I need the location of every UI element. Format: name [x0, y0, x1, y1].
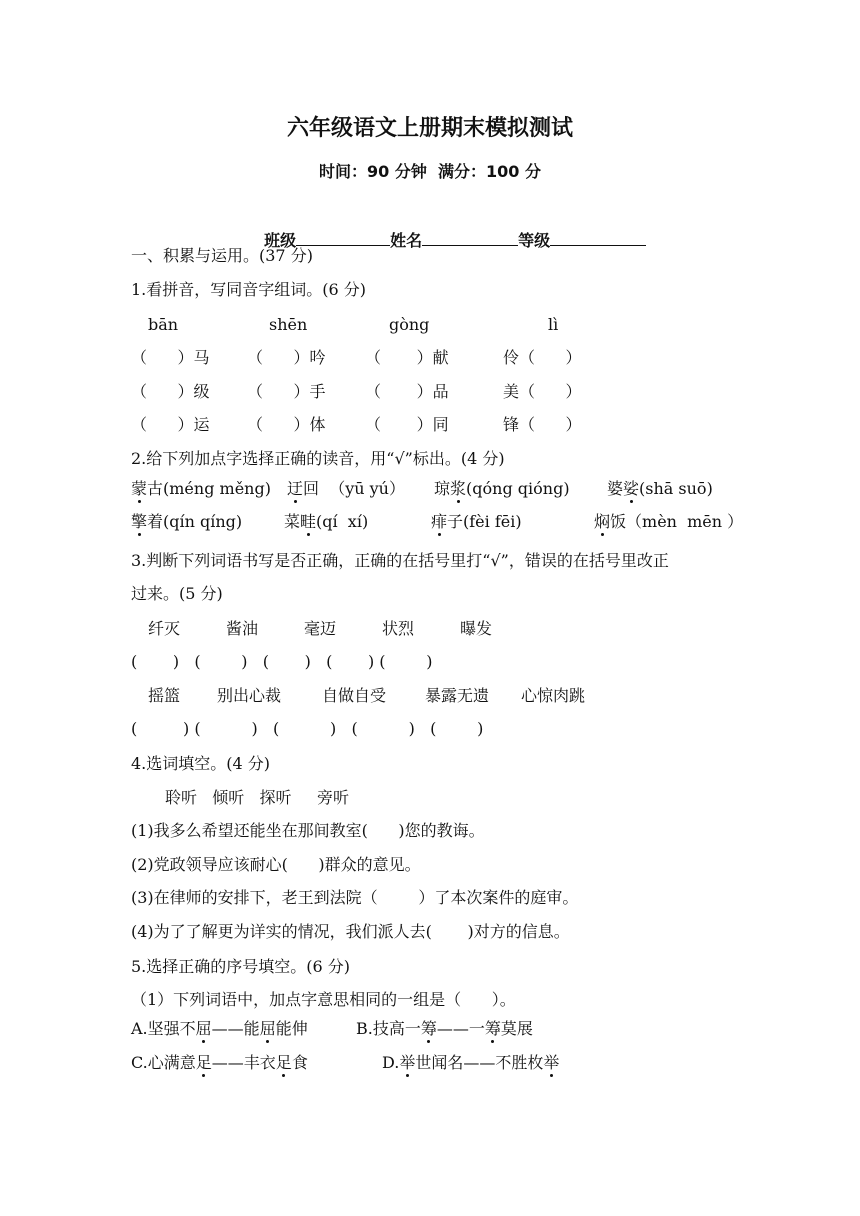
dotted-char: 举: [543, 1053, 560, 1072]
dotted-char: 足: [275, 1053, 292, 1072]
dotted-char: 娑: [623, 479, 640, 498]
q1-blank-1-3[interactable]: （ ）献: [365, 348, 449, 367]
q2-item-4[interactable]: 婆娑(shā suō): [607, 479, 713, 498]
pinyin-1: bān: [148, 315, 179, 334]
q4-title: 4.选词填空。(4 分): [131, 754, 271, 773]
q1-title: 1.看拼音，写同音字组词。(6 分): [131, 280, 367, 299]
dotted-char: 屈: [259, 1019, 276, 1038]
q1-blank-1-4[interactable]: 伶（ ）: [503, 348, 582, 367]
q2-item-7[interactable]: 痱子(fèi fēi): [431, 512, 522, 531]
q3-word: 纤灭: [148, 619, 181, 638]
grade-label: 等级: [518, 231, 551, 250]
q2-item-3[interactable]: 琼浆(qóng qióng): [434, 479, 570, 498]
q2-item-8[interactable]: 焖饭（mèn mēn ）: [594, 512, 744, 531]
q3-word: 摇篮: [148, 686, 181, 705]
q2-item-5[interactable]: 擎着(qín qíng): [131, 512, 243, 531]
q5-subquestion-1: （1）下列词语中，加点字意思相同的一组是（ ）。: [131, 990, 516, 1009]
q3-word: 心惊肉跳: [521, 686, 586, 705]
option-c[interactable]: C.心满意足——丰衣足食: [131, 1053, 308, 1072]
option-a[interactable]: A.坚强不屈——能屈能伸: [131, 1019, 308, 1038]
pinyin-3: gòng: [389, 315, 430, 334]
exam-time-and-score: 时间：90 分钟 满分：100 分: [319, 162, 541, 181]
option-d[interactable]: D.举世闻名——不胜枚举: [382, 1053, 560, 1072]
q3-word: 毫迈: [304, 619, 337, 638]
q1-blank-2-2[interactable]: （ ）手: [247, 382, 326, 401]
q3-word: 暴露无遗: [425, 686, 490, 705]
q3-word: 自做自受: [322, 686, 387, 705]
q2-title: 2.给下列加点字选择正确的读音，用“√”标出。(4 分): [131, 449, 505, 468]
page-title: 六年级语文上册期末模拟测试: [286, 116, 573, 141]
q3-word: 酱油: [226, 619, 259, 638]
dotted-char: 畦: [300, 512, 317, 531]
q2-item-6[interactable]: 菜畦(qí xí): [284, 512, 369, 531]
q2-item-1[interactable]: 蒙古(méng měng): [131, 479, 271, 498]
q1-blank-3-3[interactable]: （ ）同: [365, 415, 449, 434]
dotted-char: 举: [399, 1053, 416, 1072]
q3-word: 别出心裁: [217, 686, 282, 705]
q3-answer-brackets-1[interactable]: ( ) ( ) ( ) ( ) ( ): [131, 652, 433, 671]
dotted-char: 擎: [131, 512, 148, 531]
dotted-char: 蒙: [131, 479, 148, 498]
q1-blank-2-3[interactable]: （ ）品: [365, 382, 449, 401]
q4-sentence-1[interactable]: (1)我多么希望还能坐在那间教室( )您的教诲。: [131, 821, 485, 840]
q1-blank-2-1[interactable]: （ ）级: [131, 382, 210, 401]
q3-word: 状烈: [382, 619, 415, 638]
q5-title: 5.选择正确的序号填空。(6 分): [131, 957, 351, 976]
q1-blank-3-4[interactable]: 锋（ ）: [503, 415, 582, 434]
section-1-heading: 一、积累与运用。(37 分): [131, 246, 313, 265]
q2-item-2[interactable]: 迂回 （yū yú）: [287, 479, 405, 498]
option-b[interactable]: B.技高一筹——一筹莫展: [356, 1019, 533, 1038]
q4-sentence-4[interactable]: (4)为了了解更为详实的情况，我们派人去( )对方的信息。: [131, 922, 570, 941]
q3-title-line-1: 3.判断下列词语书写是否正确，正确的在括号里打“√”，错误的在括号里改正: [131, 551, 669, 570]
q3-answer-brackets-2[interactable]: ( ) ( ) ( ) ( ) ( ): [131, 719, 484, 738]
q3-word: 曝发: [460, 619, 493, 638]
pinyin-4: lì: [548, 315, 559, 334]
q1-blank-1-1[interactable]: （ ）马: [131, 348, 210, 367]
grade-field[interactable]: [550, 229, 646, 246]
dotted-char: 筹: [420, 1019, 437, 1038]
q3-title-line-2: 过来。(5 分): [131, 584, 223, 603]
dotted-char: 屈: [195, 1019, 212, 1038]
class-label: 班级: [264, 231, 297, 250]
name-field[interactable]: [422, 229, 518, 246]
name-label: 姓名: [390, 231, 423, 250]
q4-sentence-2[interactable]: (2)党政领导应该耐心( )群众的意见。: [131, 855, 421, 874]
pinyin-2: shēn: [269, 315, 308, 334]
dotted-char: 迂: [287, 479, 304, 498]
dotted-char: 筹: [484, 1019, 501, 1038]
q1-blank-1-2[interactable]: （ ）吟: [247, 348, 326, 367]
student-info-line: [253, 209, 646, 251]
q4-word-options: 聆听 倾听 探听 旁听: [165, 788, 349, 807]
q1-blank-3-1[interactable]: （ ）运: [131, 415, 210, 434]
q1-blank-3-2[interactable]: （ ）体: [247, 415, 326, 434]
dotted-char: 足: [195, 1053, 212, 1072]
dotted-char: 浆: [450, 479, 467, 498]
class-field[interactable]: [296, 229, 390, 246]
q4-sentence-3[interactable]: (3)在律师的安排下，老王到法院（ ）了本次案件的庭审。: [131, 888, 579, 907]
q1-blank-2-4[interactable]: 美（ ）: [503, 382, 582, 401]
dotted-char: 焖: [594, 512, 611, 531]
dotted-char: 痱: [431, 512, 448, 531]
